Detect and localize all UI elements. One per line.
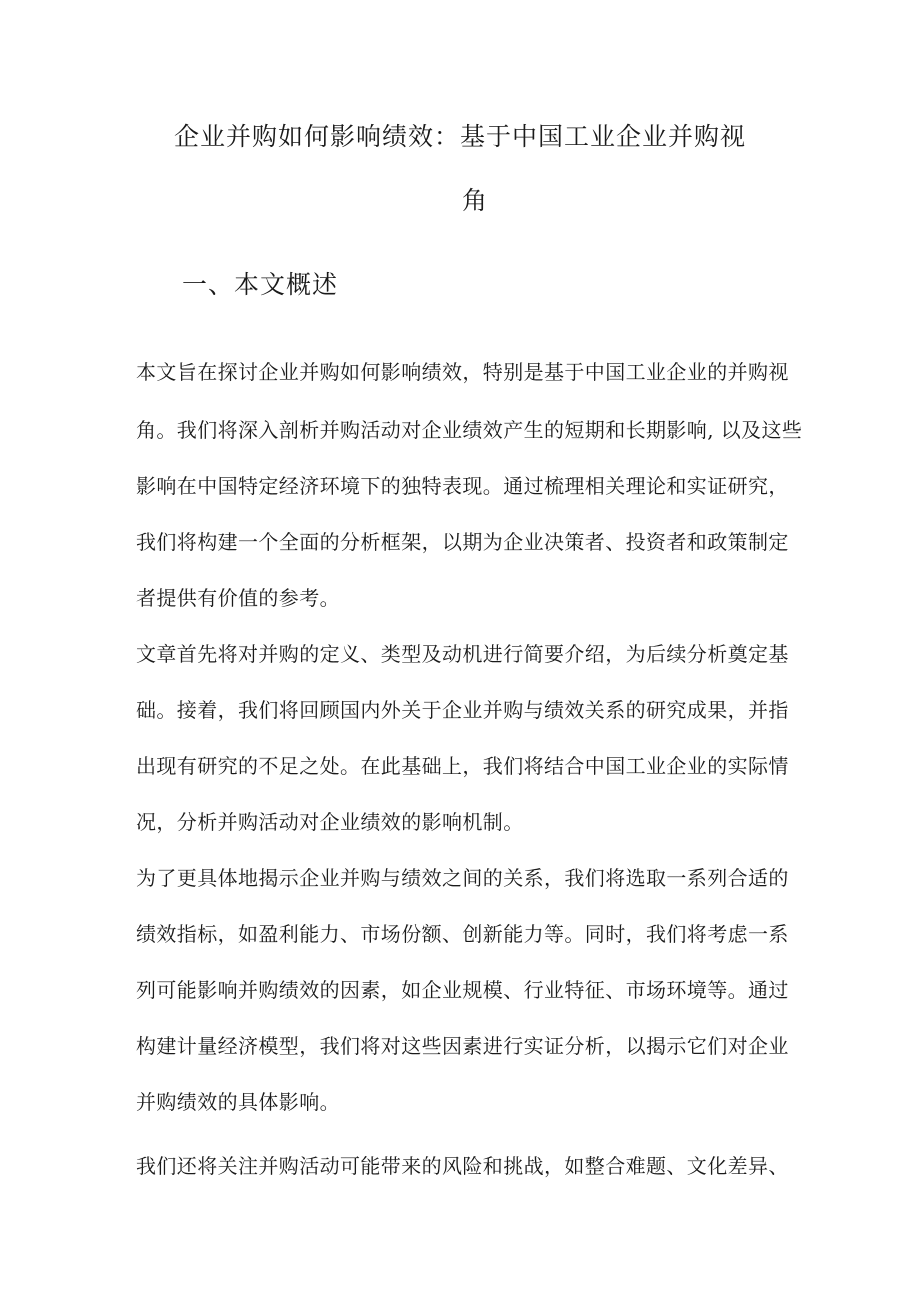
paragraph-line: 者提供有价值的参考。 [136,586,340,610]
paragraph-line: 为了更具体地揭示企业并购与绩效之间的关系，我们将选取一系列合适的 [136,866,789,890]
paragraph-line: 本文旨在探讨企业并购如何影响绩效，特别是基于中国工业企业的并购视 [136,360,789,384]
paragraph-line: 绩效指标，如盈利能力、市场份额、创新能力等。同时，我们将考虑一系 [136,922,789,946]
paragraph-line: 况，分析并购活动对企业绩效的影响机制。 [136,810,524,834]
paragraph-line: 角。我们将深入剖析并购活动对企业绩效产生的短期和长期影响, 以及这些 [136,418,803,442]
paragraph-line: 出现有研究的不足之处。在此基础上，我们将结合中国工业企业的实际情 [136,754,789,778]
paragraph-line: 构建计量经济模型，我们将对这些因素进行实证分析，以揭示它们对企业 [136,1034,789,1058]
document-title-line-1: 企业并购如何影响绩效：基于中国工业企业并购视 [173,122,746,151]
paragraph-line: 列可能影响并购绩效的因素，如企业规模、行业特征、市场环境等。通过 [136,978,789,1002]
paragraph-line: 并购绩效的具体影响。 [136,1090,340,1114]
paragraph-line: 础。接着，我们将回顾国内外关于企业并购与绩效关系的研究成果，并指 [136,698,789,722]
paragraph-line: 我们还将关注并购活动可能带来的风险和挑战，如整合难题、文化差异、 [136,1154,789,1178]
paragraph-line: 文章首先将对并购的定义、类型及动机进行简要介绍，为后续分析奠定基 [136,642,789,666]
paragraph-line: 我们将构建一个全面的分析框架，以期为企业决策者、投资者和政策制定 [136,530,789,554]
paragraph-line: 影响在中国特定经济环境下的独特表现。通过梳理相关理论和实证研究， [136,474,789,498]
section-heading: 一、本文概述 [182,270,339,299]
document-title-line-2: 角 [462,186,489,215]
